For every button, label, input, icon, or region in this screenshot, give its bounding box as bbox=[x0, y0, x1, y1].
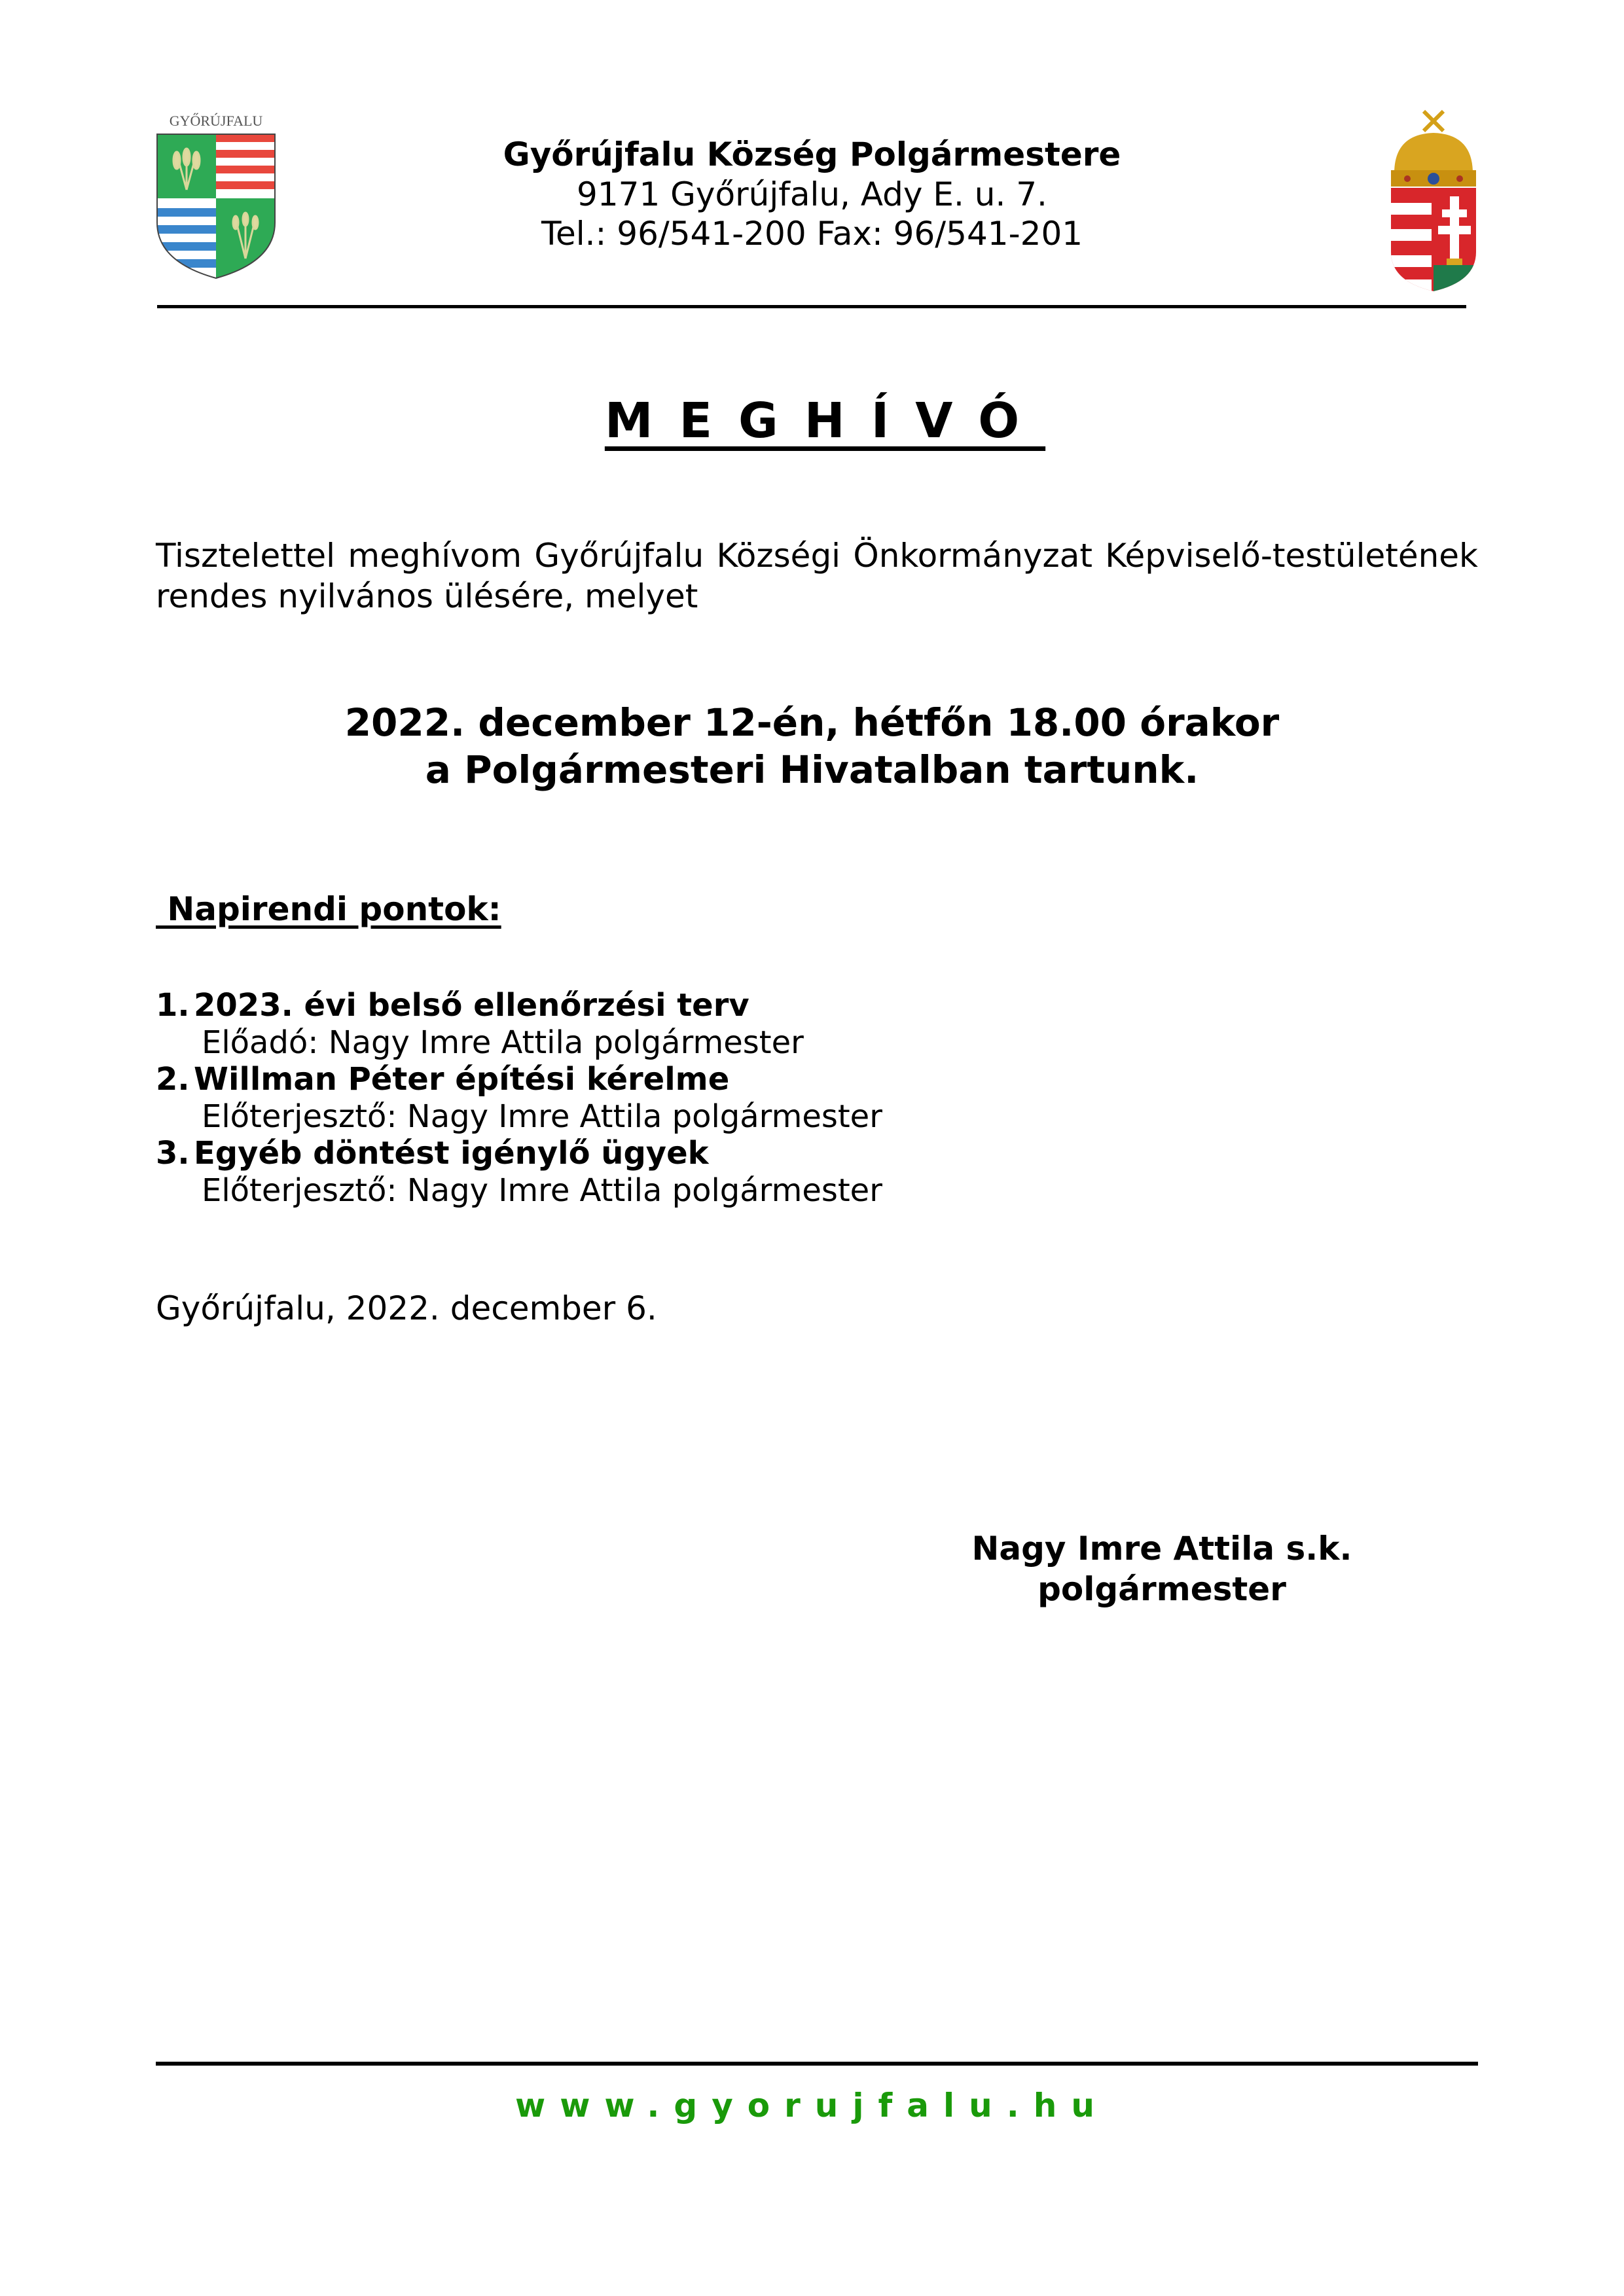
document-title bbox=[0, 393, 1624, 449]
website-link[interactable]: www.gyorujfalu.hu bbox=[515, 2087, 1109, 2125]
signature-block bbox=[916, 1528, 1407, 1609]
invitation-intro: Tisztelettel meghívom Győrújfalu Községi Önkormányzat Képviselő-testületének rendes nyilvános ülésére, melyet bbox=[156, 537, 1478, 615]
svg-text:GYŐRÚJFALU: GYŐRÚJFALU bbox=[169, 113, 263, 129]
organization-name: Győrújfalu Község Polgármestere bbox=[503, 135, 1121, 173]
signatory-name: Nagy Imre Attila s.k. bbox=[971, 1530, 1352, 1568]
agenda-heading: Napirendi pontok: bbox=[156, 890, 501, 928]
document-title-text: MEGHÍVÓ bbox=[604, 393, 1046, 449]
hungary-coat-of-arms-icon bbox=[1378, 108, 1489, 295]
signatory-role: polgármester bbox=[1038, 1570, 1286, 1608]
organization-address: 9171 Győrújfalu, Ady E. u. 7. bbox=[577, 175, 1047, 213]
place-and-date: Győrújfalu, 2022. december 6. bbox=[156, 1289, 657, 1327]
agenda-item-number: 3. bbox=[156, 1135, 190, 1172]
header-divider bbox=[157, 305, 1466, 308]
event-date-time: 2022. december 12-én, hétfőn 18.00 órakor bbox=[344, 700, 1280, 745]
agenda-item-number: 1. bbox=[156, 987, 190, 1024]
agenda-item-title: Egyéb döntést igénylő ügyek bbox=[194, 1135, 709, 1172]
agenda-item-title: 2023. évi belső ellenőrzési terv bbox=[194, 987, 749, 1024]
agenda-item-title: Willman Péter építési kérelme bbox=[194, 1061, 730, 1098]
organization-phone-fax: Tel.: 96/541-200 Fax: 96/541-201 bbox=[541, 215, 1083, 253]
event-location: a Polgármesteri Hivatalban tartunk. bbox=[425, 747, 1199, 792]
event-details bbox=[0, 699, 1624, 793]
agenda-item-presenter: Előterjesztő: Nagy Imre Attila polgármester bbox=[202, 1098, 882, 1135]
agenda-list bbox=[156, 987, 882, 1209]
footer-divider bbox=[156, 2062, 1478, 2066]
agenda-item-presenter: Előadó: Nagy Imre Attila polgármester bbox=[202, 1024, 804, 1061]
agenda-item-number: 2. bbox=[156, 1061, 190, 1098]
agenda-item bbox=[156, 1061, 882, 1135]
agenda-item bbox=[156, 987, 882, 1061]
agenda-item-presenter: Előterjesztő: Nagy Imre Attila polgármester bbox=[202, 1172, 882, 1209]
agenda-item bbox=[156, 1135, 882, 1209]
